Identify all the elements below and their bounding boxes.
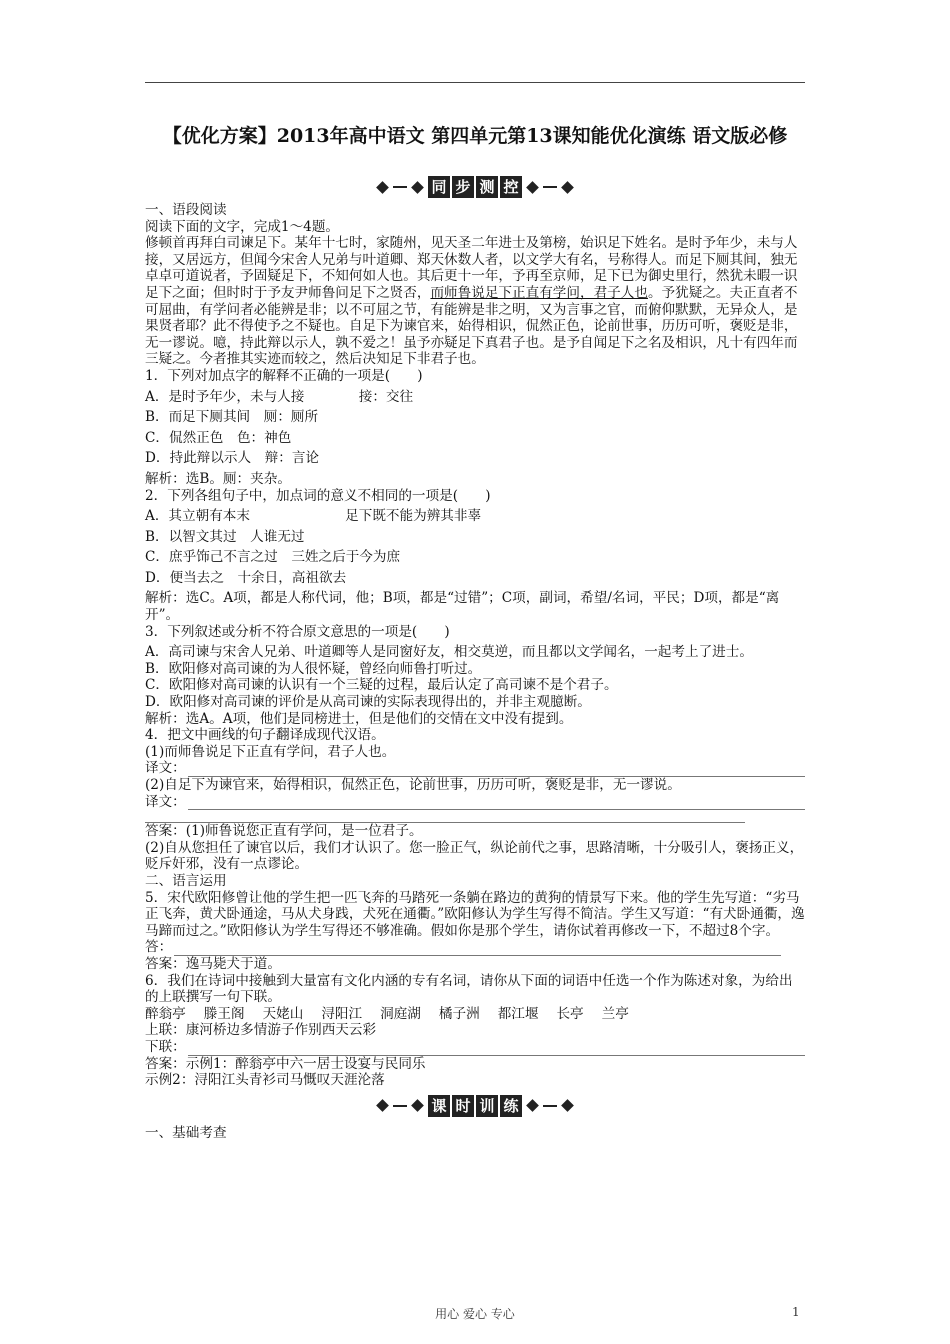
page-title: 【优化方案】2013年高中语文 第四单元第13课知能优化演练 语文版必修 [162,125,788,147]
page-number: 1 [792,1305,800,1319]
option-2d: D．便当去之 十余日，高祖欲去 [145,569,347,586]
option-1d: D．持此辩以示人 辩：言论 [145,450,320,467]
question-3: 3．下列叙述或分析不符合原文意思的一项是( ) [145,623,450,640]
diamond-icon [376,1099,389,1112]
diamond-icon [561,1099,574,1112]
answer-1: 解析：选B。厕：夹杂。 [145,470,291,487]
diamond-icon [376,181,389,194]
diamond-icon [411,181,424,194]
question-1: 1．下列对加点字的解释不正确的一项是( ) [145,367,423,384]
question-6: 6．我们在诗词中接触到大量富有文化内涵的专有名词，请你从下面的词语中任选一个作为陈述对象，为给出的上联撰写一句下联。 [145,972,793,1006]
translation-line-2: 译文： [145,794,805,811]
option-2a: A．其立朝有本末 足下既不能为辨其非辜 [145,508,482,525]
answer-2: 解析：选C。A项，都是人称代词，他；B项，都是“过错”；C项，副词，希望/名词，平民；D项，都是“离开”。 [145,590,780,624]
translation-line-1: 译文： [145,760,805,777]
upper-couplet: 上联：康河桥边多情游子作别西天云彩 [145,1022,377,1039]
answer-5: 答案：逸马毙犬于道。 [145,955,281,972]
bar-decoration [393,1105,407,1107]
section-heading: 一、基础考查 [145,1124,227,1141]
lower-couplet-line: 下联： [145,1039,805,1056]
answer-3: 解析：选A。A项，他们是同榜进士，但是他们的交情在文中没有提到。 [145,710,573,727]
underlined-sentence: 而师鲁说足下正直有学问，君子人也 [430,284,648,301]
word-list: 醉翁亭 滕王阁 天姥山 浔阳江 洞庭湖 橘子洲 都江堰 长亭 兰亭 [145,1005,629,1022]
option-2c: C．庶乎饰己不言之过 三姓之后于今为庶 [145,549,401,566]
banner-text: 同 步 测 控 [428,176,522,198]
banner-sync-test [145,174,805,200]
document-body [145,202,805,1141]
option-3c: C．欧阳修对高司谏的认识有一个三疑的过程，最后认定了高司谏不是个君子。 [145,677,618,694]
option-1b: B．而足下厕其间 厕：厕所 [145,409,319,426]
section-heading: 一、语段阅读 [145,202,227,218]
bar-decoration [543,186,557,188]
blank-line [188,764,805,777]
question-2: 2．下列各组句子中，加点词的意义不相同的一项是( ) [145,487,491,504]
diamond-icon [526,181,539,194]
passage: 修顿首再拜白司谏足下。某年十七时，家随州，见天圣二年进士及第榜，始识足下姓名。是时予年少，未与人接，又居远方，但闻今宋舍人兄弟与叶道卿、郑天休数人者，以文学大有名，号称得人。而足下厕其间，独无卓卓可道说者，予固疑足下，不知何如人也。其后更十一年，予再至京师，足下已为御史里行，然犹未暇一识足下之面；但时时于予友尹师鲁问足下之贤否，而师鲁说足下正直有学问，君子人也。予犹疑之。夫正直者不可屈曲，有学问者必能辨是非；以不可屈之节，有能辨是非之明，又为言事之官，而俯仰默默，无异众人，是果贤者耶？此不得使予之不疑也。自足下为谏官来，始得相识，侃然正色，论前世事，历历可听，褒贬是非，无一谬说。噫，持此辩以示人，孰不爱之！虽予亦疑足下真君子也。是予自闻足下之名及相识，凡十有四年而三疑之。今者推其实迹而较之，然后决知足下非君子也。 [145,235,798,368]
option-1c: C．侃然正色 色：神色 [145,429,292,446]
answer-line-5: 答： [145,939,781,956]
option-3b: B．欧阳修对高司谏的为人很怀疑，曾经向师鲁打听过。 [145,660,482,677]
bar-decoration [543,1105,557,1107]
diamond-icon [561,181,574,194]
page-footer: 用心 爱心 专心 [435,1307,515,1321]
blank-line [188,797,805,810]
answer-6-1: 答案：示例1：醉翁亭中六一居士设宴与民同乐 [145,1055,426,1072]
section-heading: 二、语言运用 [145,872,227,889]
question-4-1: (1)而师鲁说足下正直有学问，君子人也。 [145,743,396,760]
answer-4-2: (2)自从您担任了谏官以后，我们才认识了。您一脸正气，纵论前代之事，思路清晰，十分吸引人，褒扬正义，贬斥奸邪，没有一点谬论。 [145,839,804,873]
question-5: 5．宋代欧阳修曾让他的学生把一匹飞奔的马踏死一条躺在路边的黄狗的情景写下来。他的学生先写道：“劣马正飞奔，黄犬卧通途，马从犬身践，犬死在通衢。”欧阳修认为学生写得不简洁。学生又写道：“有犬卧通衢，逸马蹄而过之。”欧阳修认为学生写得还不够准确。假如你是那个学生，请你试着再修改一下，不超过8个字。 [145,889,805,939]
diamond-icon [526,1099,539,1112]
option-1a: A．是时予年少，未与人接 接：交往 [145,388,414,405]
option-3a: A．高司谏与宋舍人兄弟、叶道卿等人是同窗好友，相交莫逆，而且都以文学闻名，一起考上了进士。 [145,644,753,661]
banner-text: 课 时 训 练 [428,1095,522,1117]
answer-4-1: 答案：(1)师鲁说您正直有学问，是一位君子。 [145,823,423,840]
option-3d: D．欧阳修对高司谏的评价是从高司谏的实际表现得出的，并非主观臆断。 [145,694,591,711]
blank-line [145,810,745,823]
question-4: 4．把文中画线的句子翻译成现代汉语。 [145,727,385,744]
instruction: 阅读下面的文字，完成1～4题。 [145,218,340,235]
question-4-2: (2)自足下为谏官来，始得相识，侃然正色，论前世事，历历可听，褒贬是非，无一谬说。 [145,777,681,793]
bar-decoration [393,186,407,188]
option-2b: B．以智文其过 人谁无过 [145,528,305,545]
blank-line [174,943,781,956]
blank-line [188,1043,805,1056]
answer-6-2: 示例2：浔阳江头青衫司马慨叹天涯沦落 [145,1072,385,1089]
header-rule [145,82,805,83]
diamond-icon [411,1099,424,1112]
banner-class-training [145,1093,805,1119]
